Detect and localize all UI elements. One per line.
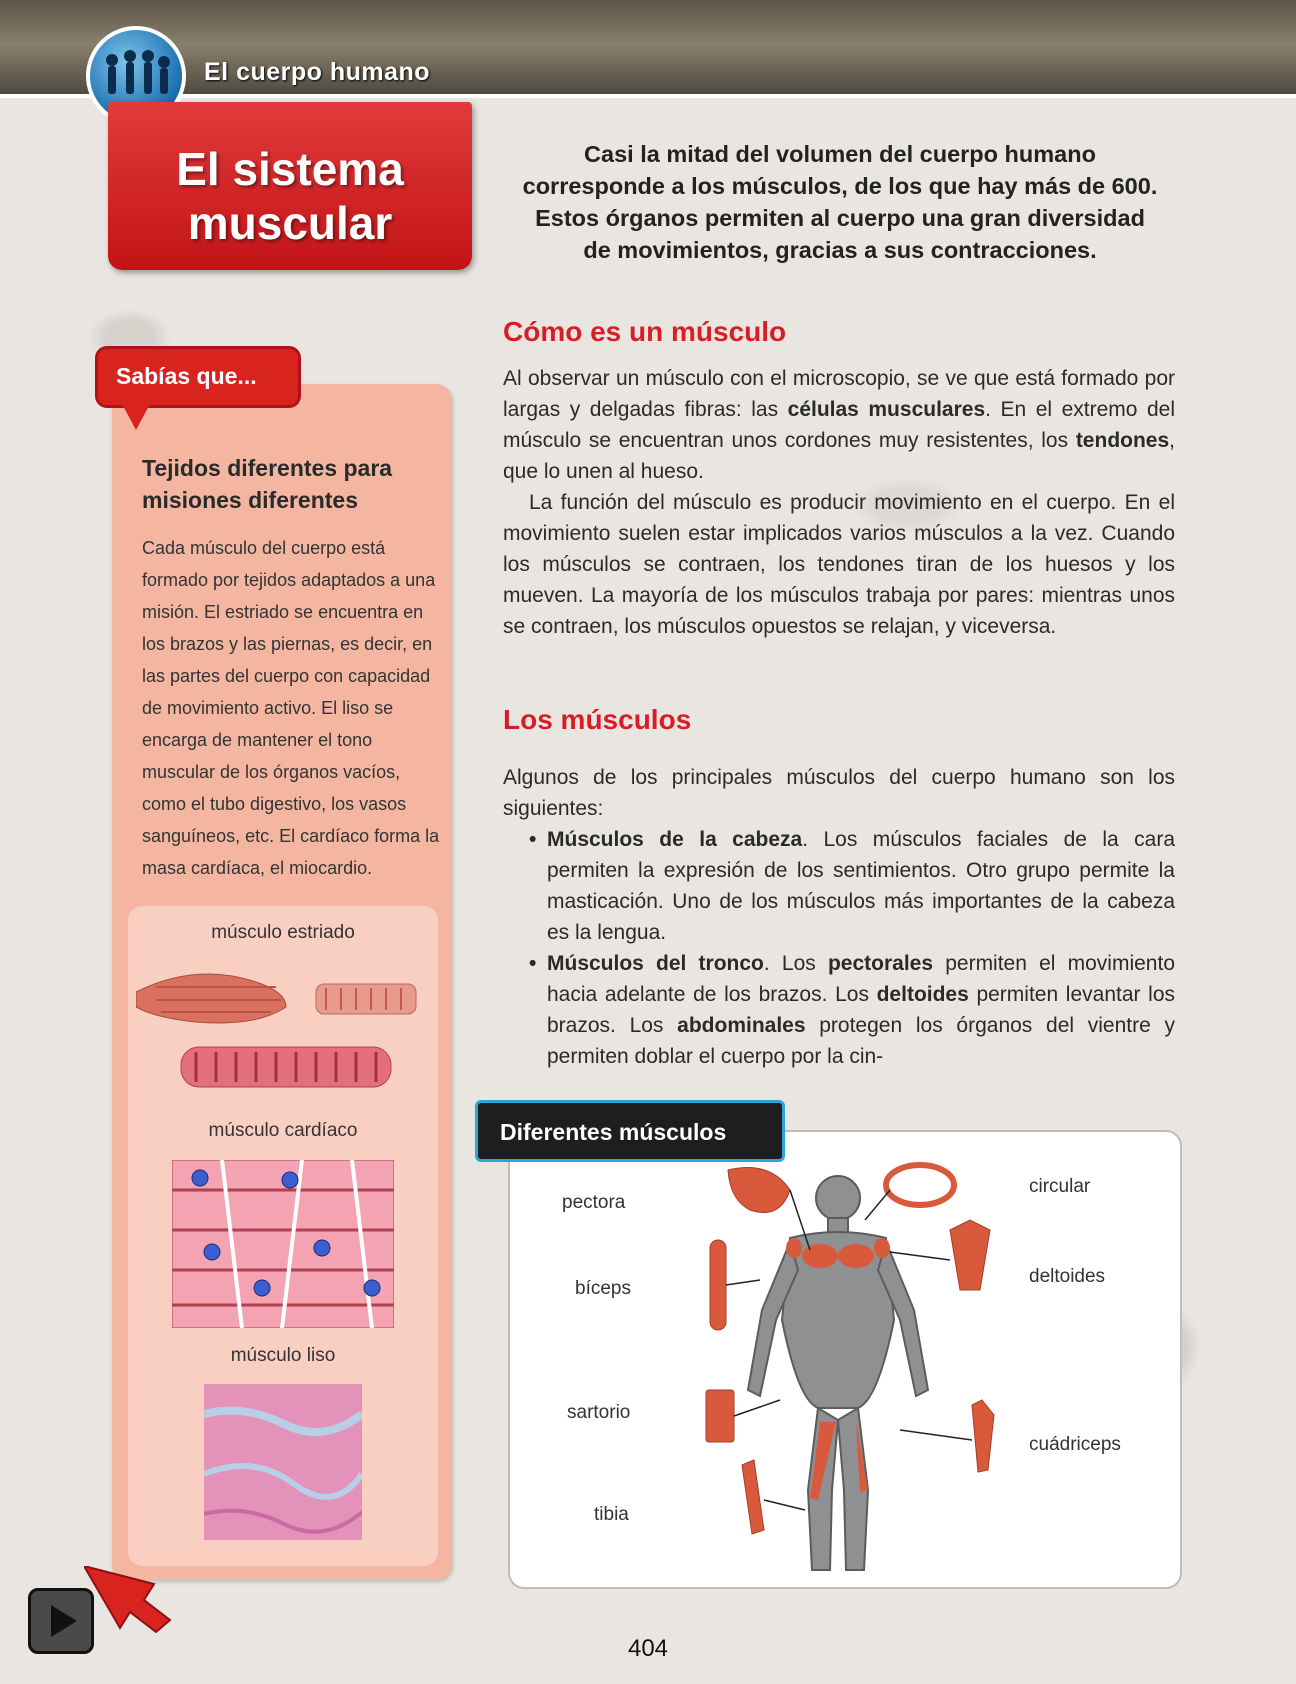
bold-term: pectorales bbox=[827, 952, 934, 975]
title-box bbox=[108, 102, 472, 270]
muscle-list bbox=[503, 824, 1175, 1072]
text-span: , que lo unen al hueso. bbox=[503, 429, 1175, 483]
smooth-label: músculo liso bbox=[230, 1345, 336, 1366]
sidebar-text: Cada músculo del cuerpo está formado por tejidos adaptados a una misión. El estriado se encuentra en los brazos y las piernas, es decir, en las partes del cuerpo con capacidad de movimiento activo. El liso se encarga de mantener el tono muscular de los órganos vacíos, como el tubo digestivo, los vasos sanguíneos, etc. El cardíaco forma la masa cardíaca, el miocardio. bbox=[142, 538, 440, 878]
smooth-muscle-illustration bbox=[204, 1384, 362, 1540]
page-number: 404 bbox=[627, 1635, 669, 1662]
label-cuadriceps: cuádriceps bbox=[1029, 1434, 1121, 1455]
label-circular: circular bbox=[1029, 1176, 1091, 1197]
page-title bbox=[108, 142, 472, 250]
play-icon bbox=[31, 1591, 91, 1651]
paragraph: La función del músculo es producir movimiento en el cuerpo. En el movimiento suelen estar implicados varios músculos a la vez. Cuando los músculos se contraen, los tendones tiran de los huesos y los mueven. La mayoría de los músculos trabaja por pares: mientras unos se contraen, los músculos opuestos se relajan, y viceversa. bbox=[503, 491, 1175, 638]
intro-paragraph: Casi la mitad del volumen del cuerpo humano corresponde a los músculos, de los que hay más de 600. Estos órganos permiten al cuerpo una gran diversidad de movimientos, gracias a sus contracciones. bbox=[522, 141, 1158, 263]
text-span: . Los bbox=[763, 952, 828, 975]
text-span: permiten el movimiento hacia adelante de los brazos. Los bbox=[547, 952, 1176, 1006]
label-sartorio: sartorio bbox=[567, 1402, 631, 1423]
label-biceps: bíceps bbox=[575, 1278, 631, 1299]
section-body-como bbox=[503, 363, 1175, 642]
diagram-title: Diferentes músculos bbox=[500, 1119, 727, 1145]
sidebar-heading: Tejidos diferentes para misiones diferentes bbox=[142, 455, 393, 513]
bold-term: células musculares bbox=[787, 398, 986, 421]
section-heading-musculos: Los músculos bbox=[503, 704, 692, 735]
red-arrow-icon bbox=[84, 1566, 174, 1636]
text-span: Al observar un músculo con el microscopio, se ve que está formado por largas y delgadas fibras: las bbox=[503, 367, 1175, 421]
diagram-title-tab bbox=[475, 1100, 785, 1162]
list-item bbox=[503, 948, 1175, 1072]
list-item bbox=[503, 824, 1175, 948]
bold-term: abdominales bbox=[677, 1014, 806, 1037]
header-banner bbox=[0, 0, 1296, 98]
text-span: . Los músculos faciales de la cara permiten la expresión de los sentimientos. Otro grupo permite la masticación. Uno de los músculos más importantes de la cabeza es la lengua. bbox=[547, 828, 1176, 944]
sabias-que-label: Sabías que... bbox=[116, 363, 257, 389]
text-span: protegen los órganos del vientre y permiten doblar el cuerpo por la cin- bbox=[547, 1014, 1175, 1068]
title-line-2: muscular bbox=[187, 197, 393, 249]
paragraph: Algunos de los principales músculos del cuerpo humano son los siguientes: bbox=[503, 766, 1175, 820]
striated-muscle-illustration bbox=[136, 952, 436, 1102]
paragraph bbox=[503, 363, 1175, 487]
section-heading-como: Cómo es un músculo bbox=[503, 316, 787, 347]
cardiac-muscle-illustration bbox=[172, 1160, 394, 1328]
label-pectoral: pectora bbox=[562, 1192, 626, 1213]
text-span: . En el extremo del músculo se encuentran unos cordones muy resistentes, los bbox=[503, 398, 1176, 452]
section-label: El cuerpo humano bbox=[204, 58, 431, 86]
bold-term: Músculos de la cabeza bbox=[547, 828, 803, 851]
label-tibia: tibia bbox=[594, 1504, 629, 1525]
cardiac-label: músculo cardíaco bbox=[208, 1120, 358, 1141]
section-body-musculos bbox=[503, 762, 1175, 1072]
bold-term: deltoides bbox=[876, 983, 969, 1006]
bubble-tail bbox=[122, 404, 150, 430]
bold-term: tendones bbox=[1075, 429, 1170, 452]
sabias-que-bubble bbox=[95, 346, 301, 408]
title-line-1: El sistema bbox=[176, 143, 404, 195]
text-span: permiten levantar los brazos. Los bbox=[547, 983, 1176, 1037]
striated-label: músculo estriado bbox=[211, 922, 355, 943]
bold-term: Músculos del tronco bbox=[547, 952, 764, 975]
label-deltoides: deltoides bbox=[1029, 1266, 1106, 1287]
